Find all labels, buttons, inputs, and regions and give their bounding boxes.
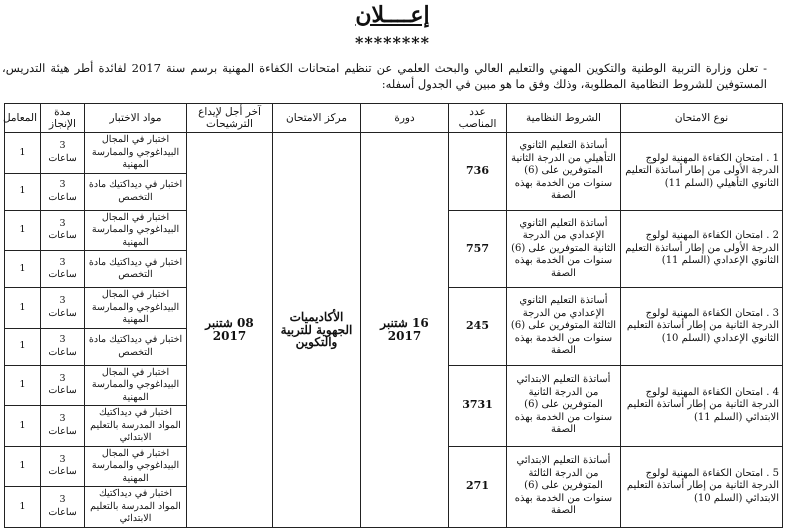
- exam-coef: 1: [5, 210, 41, 251]
- exam-duration: 3 ساعات: [41, 328, 85, 365]
- table-row: [5, 133, 783, 174]
- exam-duration: 3 ساعات: [41, 487, 85, 528]
- exam-conditions: أساتذة التعليم الثانوي التأهيلي من الدرجة الثانية المتوفرين على (6) سنوات من الخدمة بهذه الصفة: [507, 133, 621, 211]
- exam-conditions: أساتذة التعليم الابتدائي من الدرجة الثالثة المتوفرين على (6) سنوات من الخدمة بهذه الصفة: [507, 446, 621, 527]
- exam-subject: اختبار في المجال البيداغوجي والممارسة المهنية: [85, 446, 187, 487]
- header-coef: المعامل: [5, 104, 41, 133]
- header-posts: عدد المناصب: [449, 104, 507, 133]
- exam-coef: 1: [5, 173, 41, 210]
- exam-coef: 1: [5, 328, 41, 365]
- exam-conditions: أساتذة التعليم الثانوي الإعدادي من الدرجة الثالثة المتوفرين على (6) سنوات من الخدمة بهذه الصفة: [507, 288, 621, 366]
- exam-subject: اختبار في المجال البيداغوجي والممارسة المهنية: [85, 210, 187, 251]
- exam-coef: 1: [5, 133, 41, 174]
- exam-type: 5 . امتحان الكفاءة المهنية لولوج الدرجة الثانية من إطار أساتذة التعليم الابتدائي (السلم 10): [621, 446, 783, 527]
- exam-center: الأكاديميات الجهوية للتربية والتكوين: [273, 133, 361, 528]
- exam-duration: 3 ساعات: [41, 365, 85, 406]
- exam-subject: اختبار في ديداكتيك مادة التخصص: [85, 328, 187, 365]
- exam-posts: 3731: [449, 365, 507, 446]
- exams-table: [4, 103, 783, 528]
- exam-duration: 3 ساعات: [41, 446, 85, 487]
- header-duration: مدة الإنجاز: [41, 104, 85, 133]
- exam-conditions: أساتذة التعليم الابتدائي من الدرجة الثانية المتوفرين على (6) سنوات من الخدمة بهذه الصفة: [507, 365, 621, 446]
- exam-posts: 757: [449, 210, 507, 288]
- exam-subject: اختبار في ديداكتيك مادة التخصص: [85, 251, 187, 288]
- intro-paragraph: - تعلن وزارة التربية الوطنية والتكوين المهني والتعليم العالي والبحث العلمي عن تنظيم امتحانات الكفاءة المهنية برسم سنة 2017 لفائدة أطر هيئة التدريس، المستوفين للشروط النظامية المطلوبة، وذلك وفق ما هو مبين في الجدول أسفله:: [2, 61, 767, 91]
- exam-duration: 3 ساعات: [41, 251, 85, 288]
- exam-duration: 3 ساعات: [41, 288, 85, 329]
- exam-subject: اختبار في ديداكتيك مادة التخصص: [85, 173, 187, 210]
- exam-coef: 1: [5, 251, 41, 288]
- table-header-row: [5, 104, 783, 133]
- exam-duration: 3 ساعات: [41, 210, 85, 251]
- header-conditions: الشروط النظامية: [507, 104, 621, 133]
- exam-subject: اختبار في ديداكتيك المواد المدرسة بالتعليم الابتدائي: [85, 487, 187, 528]
- header-session: دورة: [361, 104, 449, 133]
- header-type: نوع الامتحان: [621, 104, 783, 133]
- exam-type: 4 . امتحان الكفاءة المهنية لولوج الدرجة الثانية من إطار أساتذة التعليم الابتدائي (السلم 11): [621, 365, 783, 446]
- exam-posts: 736: [449, 133, 507, 211]
- exam-subject: اختبار في المجال البيداغوجي والممارسة المهنية: [85, 133, 187, 174]
- page-title: إعــــلان: [355, 2, 430, 28]
- exam-duration: 3 ساعات: [41, 173, 85, 210]
- exam-coef: 1: [5, 487, 41, 528]
- exam-type: 1 . امتحان الكفاءة المهنية لولوج الدرجة الأولى من إطار أساتذة التعليم الثانوي التأهيلي (السلم 11): [621, 133, 783, 211]
- exam-posts: 245: [449, 288, 507, 366]
- exam-posts: 271: [449, 446, 507, 527]
- exam-deadline: 08 شتنبر 2017: [187, 133, 273, 528]
- exam-conditions: أساتذة التعليم الثانوي الإعدادي من الدرجة الثانية المتوفرين على (6) سنوات من الخدمة بهذه الصفة: [507, 210, 621, 288]
- exam-coef: 1: [5, 446, 41, 487]
- header-center: مركز الامتحان: [273, 104, 361, 133]
- header-deadline: آخر أجل لإيداع الترشيحات: [187, 104, 273, 133]
- exam-duration: 3 ساعات: [41, 406, 85, 447]
- exam-type: 3 . امتحان الكفاءة المهنية لولوج الدرجة الثانية من إطار أساتذة التعليم الثانوي الإعدادي (السلم 10): [621, 288, 783, 366]
- exam-subject: اختبار في المجال البيداغوجي والممارسة المهنية: [85, 365, 187, 406]
- exam-subject: اختبار في ديداكتيك المواد المدرسة بالتعليم الابتدائي: [85, 406, 187, 447]
- exam-coef: 1: [5, 288, 41, 329]
- exam-session: 16 شتنبر 2017: [361, 133, 449, 528]
- exam-subject: اختبار في المجال البيداغوجي والممارسة المهنية: [85, 288, 187, 329]
- exam-coef: 1: [5, 406, 41, 447]
- exam-duration: 3 ساعات: [41, 133, 85, 174]
- header-subjects: مواد الاختبار: [85, 104, 187, 133]
- exam-coef: 1: [5, 365, 41, 406]
- exam-type: 2 . امتحان الكفاءة المهنية لولوج الدرجة الأولى من إطار أساتذة التعليم الثانوي الإعدادي (السلم 11): [621, 210, 783, 288]
- title-stars: ********: [355, 33, 430, 52]
